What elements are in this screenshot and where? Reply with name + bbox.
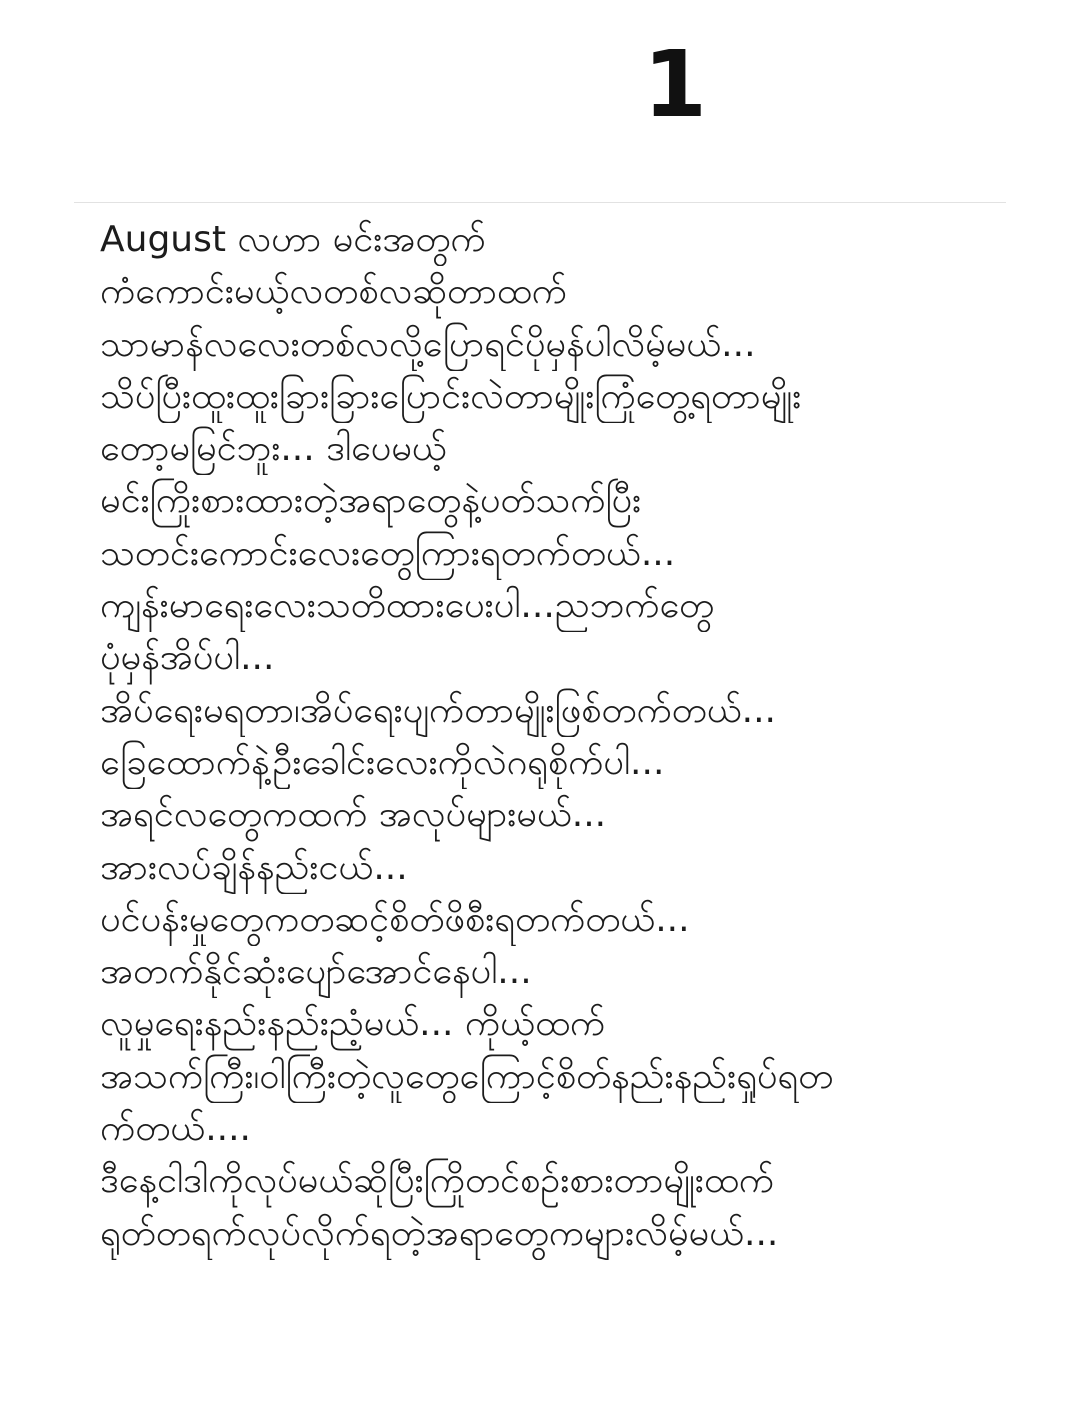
post-line: အသက်ကြီး၊ဝါကြီးတဲ့လူတွေကြောင့်စိတ်နည်းနည်းရှုပ်ရတ — [100, 1055, 834, 1097]
post-line: ဒီနေ့ငါဒါကိုလုပ်မယ်ဆိုပြီးကြိုတင်စဉ်းစားတာမျိုးထက် — [100, 1160, 774, 1202]
post-line: အားလပ်ချိန်နည်းငယ်... — [100, 846, 408, 888]
post-line: သိပ်ပြီးထူးထူးခြားခြားပြောင်းလဲတာမျိုးကြုံတွေ့ရတာမျိုး — [100, 375, 802, 417]
post-line: သတင်းကောင်းလေးတွေကြားရတက်တယ်... — [100, 532, 676, 574]
post-line: ပင်ပန်းမှုတွေကတဆင့်စိတ်ဖိစီးရတက်တယ်... — [100, 898, 690, 940]
post-line: လူမှုရေးနည်းနည်းညံ့မယ်... ကိုယ့်ထက် — [100, 1003, 606, 1045]
post-line: တော့မမြင်ဘူး... ဒါပေမယ့် — [100, 428, 447, 470]
post-line: မင်းကြိုးစားထားတဲ့အရာတွေနဲ့ပတ်သက်ပြီး — [100, 480, 642, 522]
divider — [74, 202, 1006, 203]
post-body — [100, 214, 1040, 1260]
post-line: အရင်လတွေကထက် အလုပ်များမယ်... — [100, 794, 607, 836]
post-line: အတက်နိုင်ဆုံးပျော်အောင်နေပါ... — [100, 951, 532, 993]
post-line: က်တယ်.... — [100, 1108, 251, 1150]
post-line: August လဟာ မင်းအတွက် — [100, 219, 486, 260]
post-line: ခြေထောက်နဲ့ဦးခေါင်းလေးကိုလဲဂရုစိုက်ပါ... — [100, 741, 665, 783]
page-number: 1 — [642, 31, 707, 138]
post-line: ကျန်းမာရေးလေးသတိထားပေးပါ...ညဘက်တွေ — [100, 585, 715, 627]
post-line: သာမာန်လလေးတစ်လလို့ပြောရင်ပိုမှန်ပါလိမ့်မယ်... — [100, 323, 756, 365]
post-line: ပုံမှန်အိပ်ပါ... — [100, 637, 275, 679]
post-line: ကံကောင်းမယ့်လတစ်လဆိုတာထက် — [100, 271, 567, 313]
post-line: ရုတ်တရက်လုပ်လိုက်ရတဲ့အရာတွေကများလိမ့်မယ်... — [100, 1212, 779, 1254]
post-line: အိပ်ရေးမရတာ၊အိပ်ရေးပျက်တာမျိုးဖြစ်တက်တယ်... — [100, 689, 777, 731]
